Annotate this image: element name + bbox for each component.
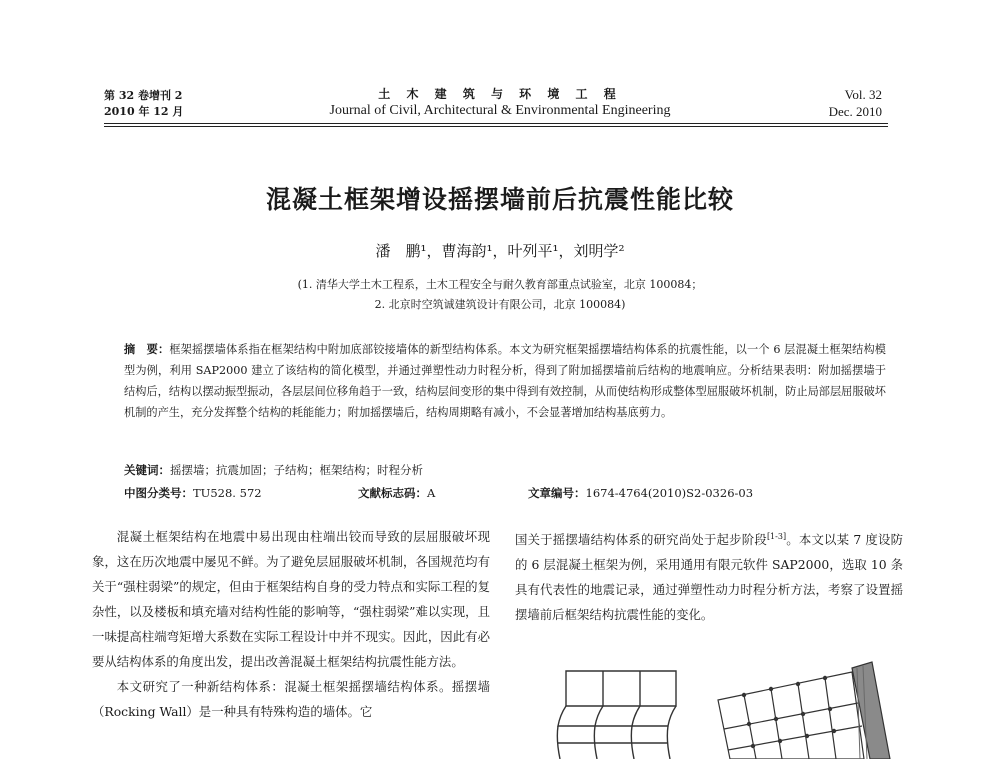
document-code-value: A xyxy=(427,486,436,500)
article-number xyxy=(528,485,753,501)
body-text: 。本文以某 7 度设防的 6 层混凝土框架为例，采用通用有限元软件 SAP2000，选取 10 条具有代表性的地震记录，通过弹塑性动力时程分析方法，考察了设置摇摆墙前后框架结构抗震性能的变化。 xyxy=(515,532,904,623)
structure-figure xyxy=(520,660,910,759)
clc-number xyxy=(124,485,262,501)
body-text: 国关于摇摆墙结构体系的研究尚处于起步阶段 xyxy=(515,532,767,548)
keywords xyxy=(124,462,423,478)
header-volume-en: Vol. 32 xyxy=(844,87,882,102)
body-paragraph: 混凝土框架结构在地震中易出现由柱端出铰而导致的层屈服破坏现象，这在历次地震中屡见不鲜。为了避免层屈服破坏机制，各国规范均有关于“强柱弱梁”的规定，但由于框架结构自身的受力特点和实际工程的复杂性，以及楼板和填充墙对结构性能的影响等，“强柱弱梁”难以实现，且一味提高柱端弯矩增大系数在实际工程设计中并不现实。因此，因此有必要从结构体系的角度出发，提出改善混凝土框架结构抗震性能方法。 xyxy=(92,529,490,669)
deformed-frame-diagram xyxy=(557,671,676,759)
abstract-text: 框架摇摆墙体系指在框架结构中附加底部铰接墙体的新型结构体系。本文为研究框架摇摆墙结构体系的抗震性能，以一个 6 层混凝土框架结构模型为例，利用 SAP2000 建立了该结构的简化模型，并通过弹塑性动力时程分析，得到了附加摇摆墙前后结构的地震响应。分析结果表明：附加摇摆墙于结构后，结构以摆动振型振动，各层层间位移角趋于一致，结构层间变形的集中得到有效控制，从而使结构形成整体型屈服破坏机制，防止局部层屈服破坏机制的产生，充分发挥整个结构的耗能能力；附加摇摆墙后，结构周期略有减小，不会显著增加结构基底剪力。 xyxy=(124,343,886,419)
document-code xyxy=(358,485,435,501)
body-right-column xyxy=(515,524,903,627)
header-divider xyxy=(104,123,888,124)
frame-nodes xyxy=(742,676,836,748)
body-paragraph: 本文研究了一种新结构体系：混凝土框架摇摆墙结构体系。摇摆墙（Rocking Wall）是一种具有特殊构造的墙体。它 xyxy=(92,679,490,719)
article-number-label: 文章编号： xyxy=(528,486,586,500)
affiliation-2: 2. 北京时空筑诚建筑设计有限公司，北京 100084) xyxy=(374,298,626,311)
header-volume-cn: 第 32 卷增刊 2 xyxy=(104,89,183,102)
paper-title: 混凝土框架增设摇摆墙前后抗震性能比较 xyxy=(265,185,734,214)
article-number-value: 1674-4764(2010)S2-0326-03 xyxy=(585,486,754,500)
header-divider-secondary xyxy=(104,126,888,127)
author-list: 潘 鹏¹，曹海韵¹，叶列平¹，刘明学² xyxy=(375,242,625,260)
keywords-label: 关键词： xyxy=(124,463,170,477)
header-journal-en: Journal of Civil, Architectural & Environmental Engineering xyxy=(329,103,671,118)
clc-label: 中图分类号： xyxy=(124,486,193,500)
keywords-text: 摇摆墙；抗震加固；子结构；框架结构；时程分析 xyxy=(170,463,423,477)
header-volume-block xyxy=(104,88,183,120)
header-date-cn: 2010 年 12 月 xyxy=(104,105,184,118)
body-paragraph xyxy=(515,524,903,627)
citation-ref: [1-3] xyxy=(766,532,787,541)
abstract-label: 摘 要： xyxy=(124,343,170,356)
frame-rocking-wall-diagram xyxy=(718,672,864,759)
clc-value: TU528. 572 xyxy=(193,486,262,500)
affiliation-1: (1. 清华大学土木工程系，土木工程安全与耐久教育部重点试验室，北京 100084； xyxy=(297,278,703,291)
body-left-column xyxy=(92,524,490,724)
header-journal-cn: 土 木 建 筑 与 环 境 工 程 xyxy=(378,87,622,101)
header-date-en: Dec. 2010 xyxy=(828,104,882,119)
header-volume-en-block xyxy=(829,86,882,120)
header-journal-block xyxy=(250,86,750,120)
document-code-label: 文献标志码： xyxy=(358,486,427,500)
abstract xyxy=(124,339,886,423)
